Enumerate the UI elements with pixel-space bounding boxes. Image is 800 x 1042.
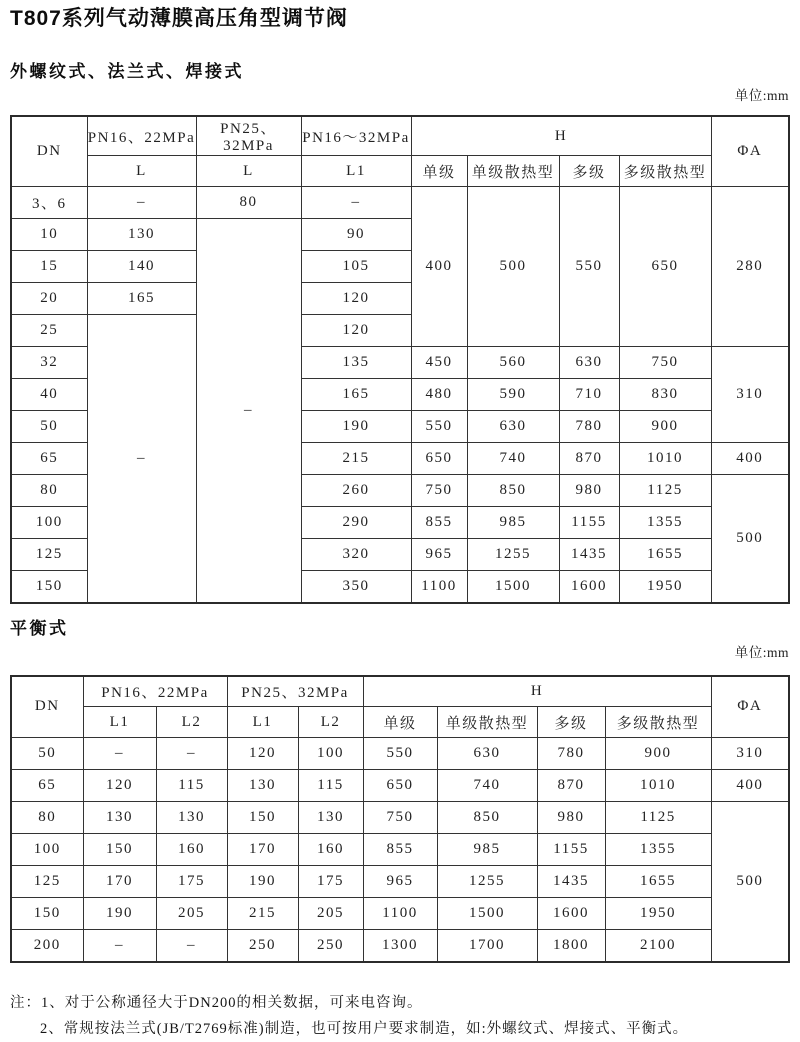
- column-header: L1: [301, 156, 411, 187]
- table-cell: 115: [298, 770, 363, 802]
- column-header: ΦA: [711, 676, 789, 738]
- table-cell: 260: [301, 475, 411, 507]
- table-cell: 965: [411, 539, 467, 571]
- spec-table-threaded-flanged-welded: [10, 115, 790, 604]
- table-cell: 870: [537, 770, 605, 802]
- table-cell: 50: [11, 738, 83, 770]
- table-cell: 320: [301, 539, 411, 571]
- table-cell: 175: [298, 866, 363, 898]
- table-cell: 130: [83, 802, 156, 834]
- table-cell: 160: [156, 834, 227, 866]
- table-cell: 290: [301, 507, 411, 539]
- table-cell: 215: [301, 443, 411, 475]
- table-cell: 740: [467, 443, 559, 475]
- table-cell: 310: [711, 347, 789, 443]
- table-cell: 400: [711, 770, 789, 802]
- column-header: 单级: [411, 156, 467, 187]
- table-cell: 50: [11, 411, 87, 443]
- table-row: [11, 866, 789, 898]
- table-cell: 590: [467, 379, 559, 411]
- table-cell: 32: [11, 347, 87, 379]
- table-cell: 780: [537, 738, 605, 770]
- table-row: [11, 187, 789, 219]
- table-cell: 120: [227, 738, 298, 770]
- table-cell: 1355: [605, 834, 711, 866]
- table-cell: 830: [619, 379, 711, 411]
- column-header: DN: [11, 676, 83, 738]
- table-cell: 630: [467, 411, 559, 443]
- table-cell: 855: [363, 834, 437, 866]
- table-cell: 125: [11, 539, 87, 571]
- table-cell: 500: [711, 802, 789, 962]
- table-cell: 10: [11, 219, 87, 251]
- table-cell: 750: [411, 475, 467, 507]
- table-cell: 150: [11, 898, 83, 930]
- table-cell: 750: [619, 347, 711, 379]
- table-cell: 175: [156, 866, 227, 898]
- table-cell: 1500: [467, 571, 559, 603]
- section-heading-balanced: 平衡式: [10, 618, 69, 638]
- table-cell: 120: [83, 770, 156, 802]
- table-cell: 2100: [605, 930, 711, 962]
- table-cell: 1500: [437, 898, 537, 930]
- table-cell: 480: [411, 379, 467, 411]
- table-cell: 3、6: [11, 187, 87, 219]
- column-header: 单级散热型: [467, 156, 559, 187]
- page-title: T807系列气动薄膜高压角型调节阀: [10, 7, 348, 30]
- table-cell: 500: [711, 475, 789, 603]
- table-cell: 550: [411, 411, 467, 443]
- table-cell: 780: [559, 411, 619, 443]
- table-cell: 15: [11, 251, 87, 283]
- column-header: PN25、32MPa: [227, 676, 363, 707]
- table-cell: 1655: [619, 539, 711, 571]
- column-header: L: [196, 156, 301, 187]
- table-cell: 160: [298, 834, 363, 866]
- table-cell: 400: [711, 443, 789, 475]
- notes-prefix: 注：: [10, 994, 41, 1011]
- table-cell: 1600: [537, 898, 605, 930]
- table-cell: –: [83, 930, 156, 962]
- table-cell: 205: [156, 898, 227, 930]
- table-row: [11, 834, 789, 866]
- table-cell: 1125: [605, 802, 711, 834]
- table-cell: 80: [11, 475, 87, 507]
- table-cell: 650: [411, 443, 467, 475]
- table-cell: 1155: [537, 834, 605, 866]
- table-cell: 1100: [363, 898, 437, 930]
- table-cell: 150: [11, 571, 87, 603]
- table-cell: 190: [301, 411, 411, 443]
- table-row: [11, 676, 789, 707]
- table-cell: 100: [11, 834, 83, 866]
- table-cell: 130: [156, 802, 227, 834]
- table-cell: 20: [11, 283, 87, 315]
- column-header: PN25、32MPa: [196, 116, 301, 156]
- table-cell: 630: [437, 738, 537, 770]
- column-header: L2: [156, 707, 227, 738]
- table-cell: 25: [11, 315, 87, 347]
- table-cell: 250: [227, 930, 298, 962]
- table-cell: 165: [87, 283, 196, 315]
- column-header: 多级: [559, 156, 619, 187]
- column-header: 多级: [537, 707, 605, 738]
- column-header: L1: [83, 707, 156, 738]
- table-cell: 1950: [619, 571, 711, 603]
- table-cell: 100: [298, 738, 363, 770]
- note-item: [10, 990, 789, 1016]
- table-cell: 150: [227, 802, 298, 834]
- table-cell: 80: [11, 802, 83, 834]
- table-cell: 170: [83, 866, 156, 898]
- table-cell: 310: [711, 738, 789, 770]
- table-cell: 100: [11, 507, 87, 539]
- table-cell: 965: [363, 866, 437, 898]
- table-row: [11, 802, 789, 834]
- table-cell: –: [87, 315, 196, 603]
- table-cell: 1300: [363, 930, 437, 962]
- column-header: H: [411, 116, 711, 156]
- column-header: DN: [11, 116, 87, 187]
- column-header: L2: [298, 707, 363, 738]
- table-cell: 850: [467, 475, 559, 507]
- table-cell: 280: [711, 187, 789, 347]
- table-cell: 740: [437, 770, 537, 802]
- table-cell: 900: [619, 411, 711, 443]
- table-row: [11, 770, 789, 802]
- table-cell: 140: [87, 251, 196, 283]
- table-cell: 1125: [619, 475, 711, 507]
- table-cell: 115: [156, 770, 227, 802]
- table-cell: 200: [11, 930, 83, 962]
- table-cell: 400: [411, 187, 467, 347]
- table-cell: 985: [467, 507, 559, 539]
- note-text: 1、对于公称通径大于DN200的相关数据，可来电咨询。: [41, 994, 423, 1011]
- spec-table-balanced: [10, 675, 790, 963]
- notes: [10, 990, 789, 1042]
- table-cell: 80: [196, 187, 301, 219]
- column-header: PN16～32MPa: [301, 116, 411, 156]
- table-cell: 170: [227, 834, 298, 866]
- column-header: 单级散热型: [437, 707, 537, 738]
- column-header: 多级散热型: [605, 707, 711, 738]
- column-header: PN16、22MPa: [83, 676, 227, 707]
- table-cell: 1155: [559, 507, 619, 539]
- table-cell: 135: [301, 347, 411, 379]
- table-cell: 250: [298, 930, 363, 962]
- table-cell: 215: [227, 898, 298, 930]
- table-cell: 855: [411, 507, 467, 539]
- table-cell: 650: [619, 187, 711, 347]
- table-cell: 1010: [605, 770, 711, 802]
- column-header: PN16、22MPa: [87, 116, 196, 156]
- table-cell: 1255: [437, 866, 537, 898]
- table-cell: 120: [301, 315, 411, 347]
- column-header: 多级散热型: [619, 156, 711, 187]
- table-cell: 870: [559, 443, 619, 475]
- column-header: 单级: [363, 707, 437, 738]
- table-cell: 850: [437, 802, 537, 834]
- table-cell: –: [196, 219, 301, 603]
- table-cell: 750: [363, 802, 437, 834]
- table-cell: 190: [83, 898, 156, 930]
- table-cell: 350: [301, 571, 411, 603]
- table-row: [11, 930, 789, 962]
- table-cell: 165: [301, 379, 411, 411]
- table-cell: 630: [559, 347, 619, 379]
- table-cell: 65: [11, 443, 87, 475]
- table-cell: 190: [227, 866, 298, 898]
- column-header: L: [87, 156, 196, 187]
- section-heading-threaded-flanged-welded: 外螺纹式、法兰式、焊接式: [10, 62, 244, 81]
- table-cell: 1950: [605, 898, 711, 930]
- table-cell: 1010: [619, 443, 711, 475]
- table-cell: 985: [437, 834, 537, 866]
- column-header: H: [363, 676, 711, 707]
- table-cell: 1435: [559, 539, 619, 571]
- table-cell: 710: [559, 379, 619, 411]
- table-cell: 1435: [537, 866, 605, 898]
- table-row: [11, 156, 789, 187]
- table-cell: 980: [537, 802, 605, 834]
- table-cell: –: [301, 187, 411, 219]
- table-cell: 205: [298, 898, 363, 930]
- table-cell: 1600: [559, 571, 619, 603]
- table-cell: 1355: [619, 507, 711, 539]
- table-cell: 130: [298, 802, 363, 834]
- table-cell: 125: [11, 866, 83, 898]
- table-cell: 450: [411, 347, 467, 379]
- table-cell: 130: [87, 219, 196, 251]
- table-cell: 120: [301, 283, 411, 315]
- table-cell: 900: [605, 738, 711, 770]
- table-cell: 1655: [605, 866, 711, 898]
- column-header: ΦA: [711, 116, 789, 187]
- table-row: [11, 898, 789, 930]
- unit-label: 单位:mm: [734, 88, 789, 103]
- table-cell: 980: [559, 475, 619, 507]
- table-cell: –: [156, 738, 227, 770]
- table-cell: 130: [227, 770, 298, 802]
- table-row: [11, 707, 789, 738]
- table-cell: 40: [11, 379, 87, 411]
- unit-label: 单位:mm: [734, 644, 789, 660]
- table-cell: 500: [467, 187, 559, 347]
- table-cell: 1700: [437, 930, 537, 962]
- table-cell: 105: [301, 251, 411, 283]
- table-cell: 650: [363, 770, 437, 802]
- table-row: [11, 116, 789, 156]
- table-cell: 90: [301, 219, 411, 251]
- table-cell: 550: [559, 187, 619, 347]
- table-cell: 1100: [411, 571, 467, 603]
- table-cell: –: [83, 738, 156, 770]
- note-item: 2、常规按法兰式(JB/T2769标准)制造，也可按用户要求制造，如:外螺纹式、焊接式、平衡式。: [40, 1020, 689, 1037]
- table-cell: 150: [83, 834, 156, 866]
- table-row: [11, 738, 789, 770]
- table-cell: 560: [467, 347, 559, 379]
- table-cell: –: [156, 930, 227, 962]
- table-cell: 1255: [467, 539, 559, 571]
- table-cell: 1800: [537, 930, 605, 962]
- table-cell: –: [87, 187, 196, 219]
- table-cell: 65: [11, 770, 83, 802]
- column-header: L1: [227, 707, 298, 738]
- table-cell: 550: [363, 738, 437, 770]
